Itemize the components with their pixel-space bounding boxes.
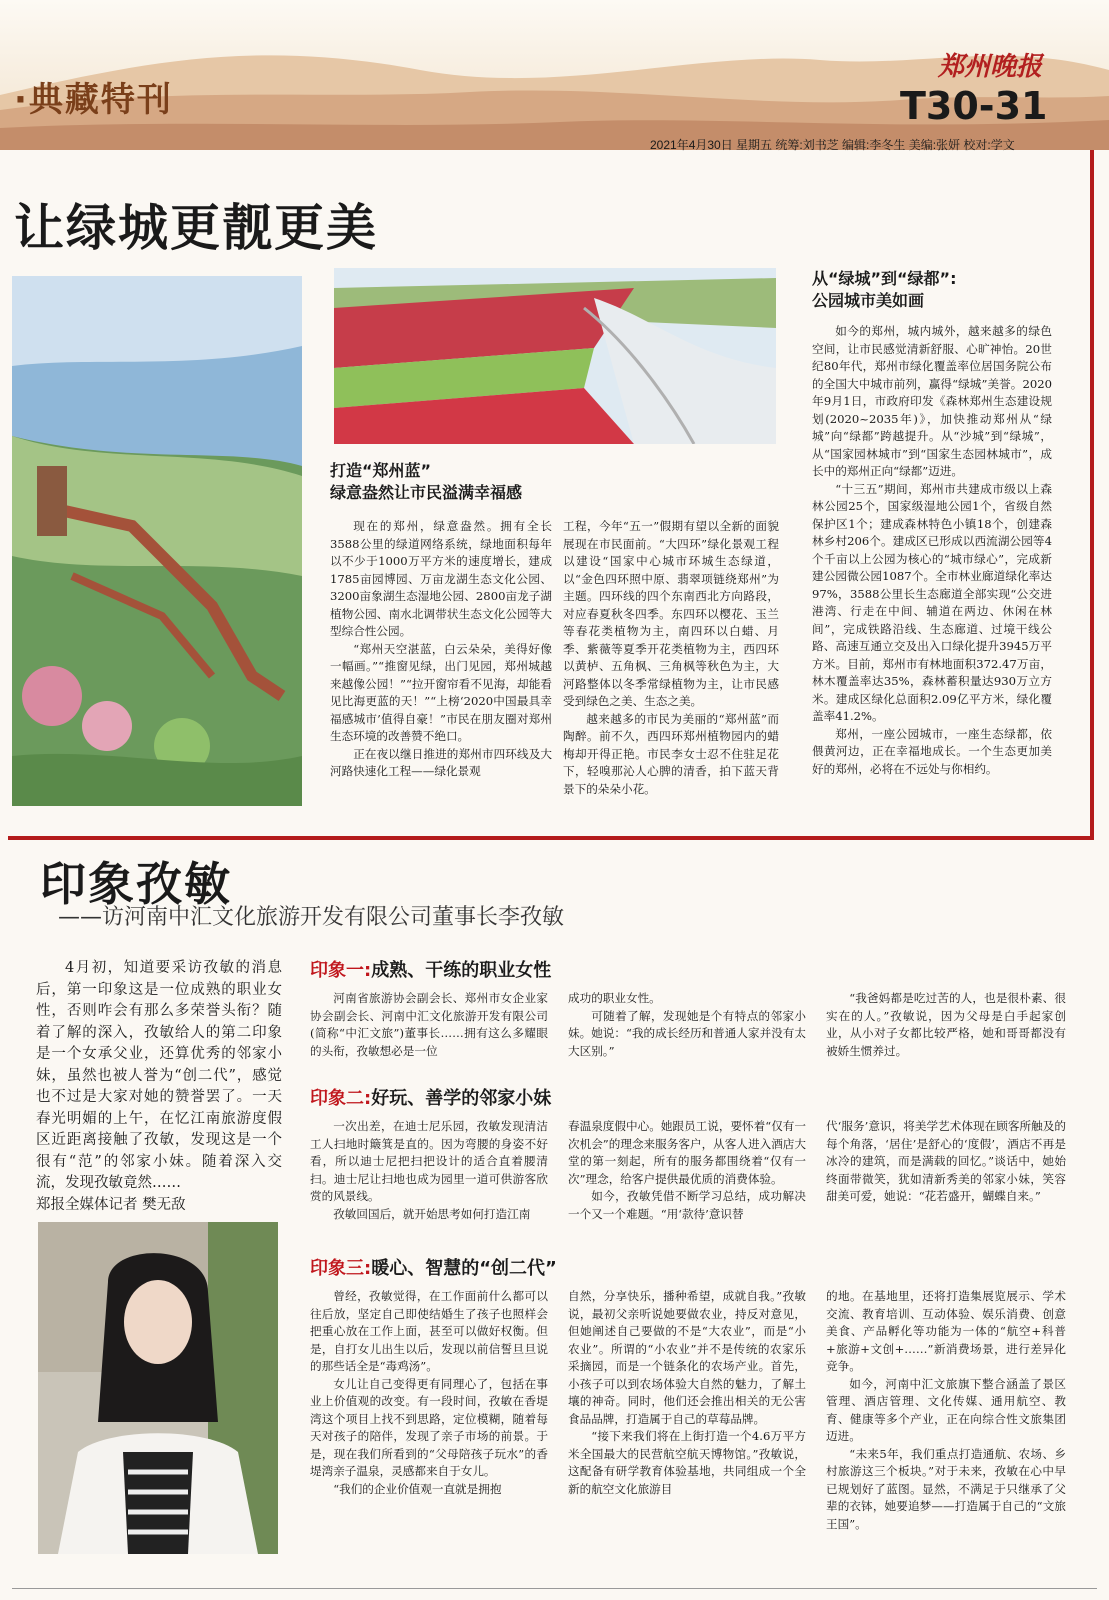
reporter-credit: 郑报全媒体记者 樊无敌 (36, 1196, 186, 1213)
article2-lead: 4月初，知道要采访孜敏的消息后，第一印象这是一位成熟的职业女性，否则咋会有那么多荣誉头衔？随着了解的深入，孜敏给人的第二印象是一个女承父业，还算优秀的邻家小妹，虽然也被人誉为“创二代”，感觉也不过是大家对她的赞誉罢了。一天春光明媚的上午，在忆江南旅游度假区近距离接触了孜敏，发现这是一个很有“范”的邻家小妹。随着深入交流，发现孜敏竟然…… 郑报全媒体记者 樊无敌 (36, 958, 282, 1216)
flower-belt-photo (334, 268, 776, 444)
section3-col-1: 曾经，孜敏觉得，在工作面前什么都可以往后放，坚定自己即使结婚生了孩子也照样会把重心放在工作上面，甚至可以做好权衡。但是，自打女儿出生以后，发现以前信誓旦旦说的那些话全是“毒鸡汤”。 女儿让自己变得更有同理心了，包括在事业上价值观的改变。有一段时间，孜敏在香堤湾这个项目上找不到思路，定位模糊，随着每天对孩子的陪伴，发现了亲子市场的前景。于是，现在我们所看到的“父母陪孩子玩水”的香堤湾亲子温泉，灵感都来自于女儿。 “我们的企业价值观一直就是拥抱 (310, 1289, 548, 1496)
article1-column-1: 现在的郑州，绿意盎然。拥有全长3588公里的绿道网络系统，绿地面积每年以不少于1000万平方米的速度增长，建成1785亩园博园、万亩龙湖生态文化公园、3200亩象湖生态湿地公园、2800亩龙子湖植物公园、南水北调带状生态文化公园等大型综合性公园。 “郑州天空湛蓝，白云朵朵，美得好像一幅画。”“推窗见绿，出门见园，郑州城越来越像公园！”“拉开窗帘看不见海，却能看见比海更蓝的天！”“上榜‘2020中国最具幸福感城市’值得自豪！”市民在朋友圈对郑州生态环境的改善赞不绝口。 正在夜以继日推进的郑州市四环线及大河路快速化工程——绿化景观 (330, 519, 552, 778)
section3-col-2: 自然，分享快乐，播种希望，成就自我。”孜敏说，最初父亲听说她要做农业，持反对意见，但她阐述自己要做的不是“大农业”，而是“小农业”。所谓的“小农业”并不是传统的农家乐采摘园，而是一个链条化的农场产业。首先，小孩子可以到农场体验大自然的魅力，了解土壤的神奇。同时，他们还会推出相关的无公害食品品牌，打造属于自己的草莓品牌。 “接下来我们将在上街打造一个4.6万平方米全国最大的民营航空航天博物馆。”孜敏说，这配备有研学教育体验基地，共同组成一个全新的航空文化旅游目 (568, 1289, 806, 1496)
section2-col-2: 春温泉度假中心。她跟员工说，要怀着“仅有一次机会”的理念来服务客户，从客人进入酒店大堂的第一刻起，所有的服务都围绕着“仅有一次”理念，给客户提供最优质的消费体验。 如今，孜敏凭借不断学习总结，成功解决一个又一个难题。“用‘款待’意识替 (568, 1119, 806, 1221)
page-number: T30-31 (900, 84, 1048, 128)
bottom-rule (12, 1588, 1097, 1589)
section-title: ·典藏特刊 (14, 80, 173, 120)
section2-col-3: 代‘服务’意识，将美学艺术体现在顾客所触及的每个角落，‘居住’是舒心的‘度假’，酒店不再是冰冷的建筑，而是满载的回忆。”谈话中，她始终面带微笑，犹如清新秀美的邻家小妹，笑容甜美可爱，她说：“花若盛开，蝴蝶自来。” (826, 1119, 1066, 1203)
newspaper-logo: 郑州晚报 (938, 52, 1043, 82)
article1-column-3: 如今的郑州，城内城外，越来越多的绿色空间，让市民感觉清新舒服、心旷神怡。20世纪80年代，郑州市绿化覆盖率位居国务院公布的全国大中城市前列，赢得“绿城”美誉。2020年9月1日，市政府印发《森林郑州生态建设规划(2020~2035年)》，加快推动郑州从“绿城”向“绿都”跨越提升。从“沙城”到“绿城”，从“国家园林城市”到“国家生态园林城市”，成长中的郑州正向“绿都”迈进。 “十三五”期间，郑州市共建成市级以上森林公园25个，国家级湿地公园1个，省级自然保护区1个；建成森林特色小镇18个，创建森林乡村206个。建成区已形成以西流湖公园等4个千亩以上公园为核心的“城市绿心”，完成新建公园微公园1087个。全市林业廊道绿化率达97%，3588公里长生态廊道全部实现“公交进港湾、行走在中间、辅道在两边、休闲在林间”，完成铁路沿线、生态廊道、过境干线公路、高速互通立交及出入口绿化提升3945万平方米。目前，郑州市有林地面积372.47万亩，林木覆盖率达35%，森林蓄积量达930万立方米。建成区绿化总面积2.09亿平方米，绿化覆盖率41.2%。 郑州，一座公园城市，一座生态绿都，依偎黄河边，正在幸福地成长。一个生态更加美好的郑州，必将在不远处与你相约。 (812, 324, 1052, 776)
article2-subtitle: ——访河南中汇文化旅游开发有限公司董事长李孜敏 (58, 905, 565, 930)
article1-subhead-2: 从“绿城”到“绿都”: 公园城市美如画 (812, 269, 957, 310)
section2-col-1: 一次出差，在迪士尼乐园，孜敏发现清洁工人扫地时簸箕是直的。因为弯腰的身姿不好看，所以迪士尼把扫把设计的适合直着腰清扫。迪士尼让扫地也成为园里一道可供游客欣赏的风景线。 孜敏回国后，就开始思考如何打造江南 (310, 1119, 548, 1221)
section2-heading: 印象二:好玩、善学的邻家小妹 (310, 1088, 552, 1109)
article1-subhead-1: 打造“郑州蓝” 绿意盎然让市民溢满幸福感 (330, 461, 523, 502)
section3-col-3: 的地。在基地里，还将打造集展览展示、学术交流、教育培训、互动体验、娱乐消费、创意美食、产品孵化等功能为一体的“航空+科普+旅游+文创+……”新消费场景，进行差异化竞争。 如今，河南中汇文旅旗下整合涵盖了景区管理、酒店管理、文化传媒、通用航空、教育、健康等多个产业，正在向综合性文旅集团迈进。 “未来5年，我们重点打造通航、农场、乡村旅游这三个板块。”对于未来，孜敏在心中早已规划好了蓝图。显然，不满足于只继承了父辈的衣钵，她要追梦——打造属于自己的“文旅王国”。 (826, 1289, 1066, 1531)
article2-title: 印象孜敏 (40, 857, 232, 911)
article1-column-2: 工程，今年“五一”假期有望以全新的面貌展现在市民面前。“大四环”绿化景观工程以建设“国家中心城市环城生态绿道，以“金色四环照中原、翡翠项链绕郑州”为主题。四环线的四个东南西北方向路段，对应春夏秋冬四季。东四环以樱花、玉兰等春花类植物为主，南四环以白蜡、月季、紫薇等夏季开花类植物为主，西四环以黄栌、五角枫、三角枫等秋色为主，大河路整体以冬季常绿植物为主，让市民感受到绿色之美、生态之美。 越来越多的市民为美丽的“郑州蓝”而陶醉。前不久，西四环郑州植物园内的蜡梅却开得正艳。市民李女士忍不住驻足花下，轻嗅那沁人心脾的清香，拍下蓝天背景下的朵朵小花。 (563, 519, 779, 796)
wetland-photo (12, 276, 302, 806)
section1-col-1: 河南省旅游协会副会长、郑州市女企业家协会副会长、河南中汇文化旅游开发有限公司(简称“中汇文旅”)董事长……拥有这么多耀眼的头衔，孜敏想必是一位 (310, 991, 548, 1058)
article1-title: 让绿城更靓更美 (14, 199, 378, 257)
section3-heading: 印象三:暖心、智慧的“创二代” (310, 1258, 557, 1279)
section1-heading: 印象一:成熟、干练的职业女性 (310, 960, 552, 981)
portrait-photo (38, 1222, 278, 1554)
section1-col-3: “我爸妈都是吃过苦的人，也是很朴素、很实在的人。”孜敏说，因为父母是白手起家创业，从小对子女都比较严格，她和哥哥都没有被娇生惯养过。 (826, 991, 1066, 1058)
byline: 2021年4月30日 星期五 统筹:刘书芝 编辑:李冬生 美编:张妍 校对:学文 (650, 138, 1015, 152)
section1-col-2: 成功的职业女性。 可随着了解，发现她是个有特点的邻家小妹。她说：“我的成长经历和普通人家并没有太大区别。” (568, 991, 806, 1058)
